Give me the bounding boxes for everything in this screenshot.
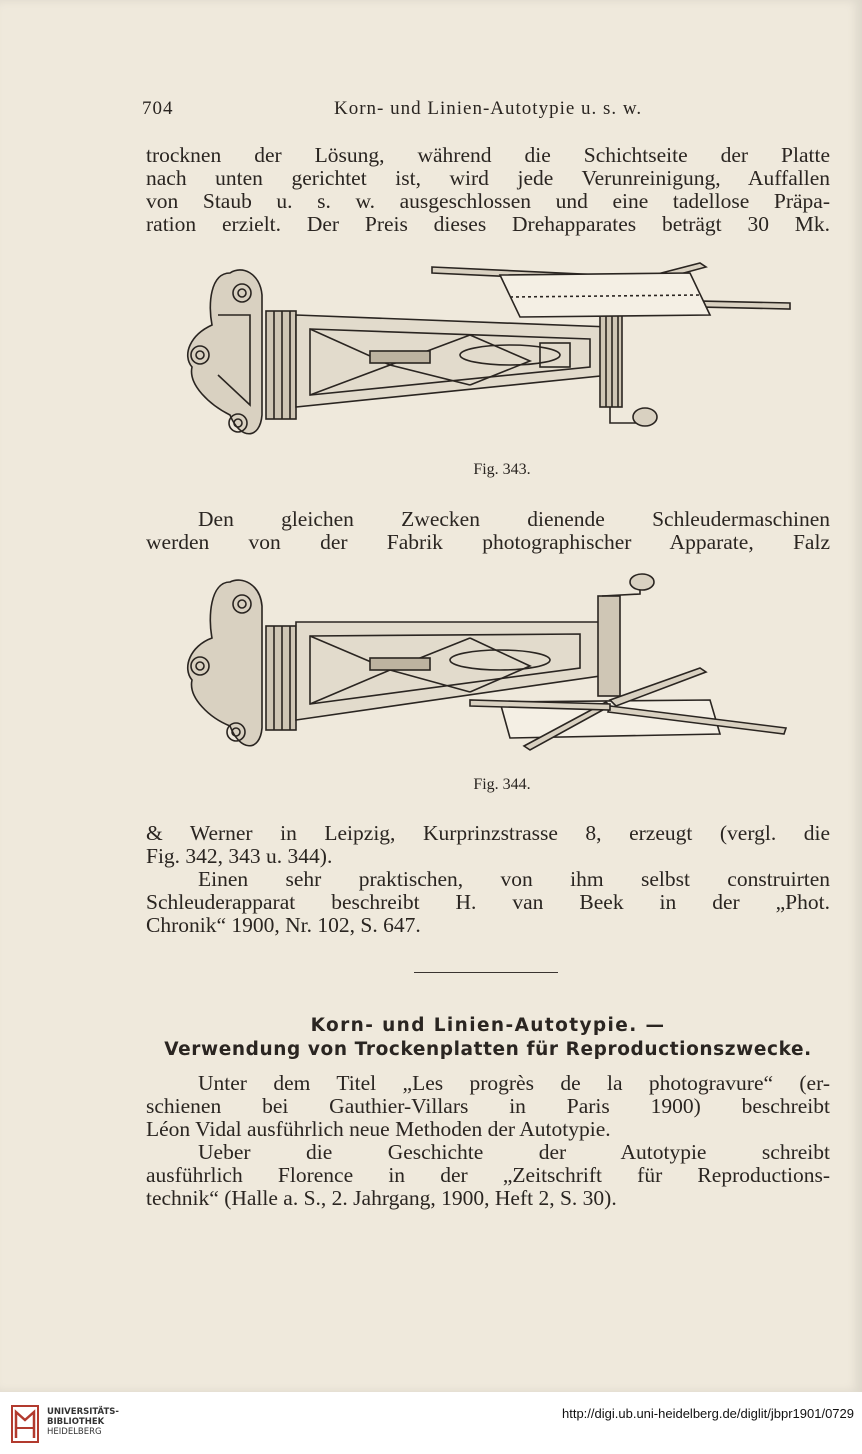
text-line: werden von der Fabrik photographischer Apparate, Falz (146, 530, 830, 554)
page-header (142, 98, 832, 122)
text-line: Fig. 342, 343 u. 344). (146, 844, 333, 868)
paragraph-4 (146, 1072, 830, 1210)
text-line: ausführlich Florence in der „Zeitschrift für Reproductions- (146, 1163, 830, 1187)
text-line: Unter dem Titel „Les progrès de la photogravure“ (er- (198, 1071, 830, 1095)
figure-343-caption: Fig. 343. (473, 461, 531, 478)
figure-344 (170, 572, 800, 802)
section-divider (414, 972, 558, 973)
text-line: Schleuderapparat beschreibt H. van Beek in der „Phot. (146, 890, 830, 914)
page-number: 704 (142, 98, 174, 119)
text-line: trocknen der Lösung, während die Schichtseite der Platte (146, 143, 830, 167)
centrifuge-illustration-343 (170, 255, 800, 455)
permalink-url[interactable]: http://digi.ub.uni-heidelberg.de/diglit/jbpr1901/0729 (562, 1406, 854, 1421)
text-line: von Staub u. s. w. ausgeschlossen und eine tadellose Präpa- (146, 189, 830, 213)
centrifuge-illustration-344 (170, 572, 800, 772)
text-line: & Werner in Leipzig, Kurprinzstrasse 8, erzeugt (vergl. die (146, 821, 830, 845)
library-logo-icon (10, 1404, 40, 1444)
text-line: schienen bei Gauthier-Villars in Paris 1900) beschreibt (146, 1094, 830, 1118)
text-line: Léon Vidal ausführlich neue Methoden der Autotypie. (146, 1117, 611, 1141)
text-line: Den gleichen Zwecken dienende Schleudermaschinen (198, 507, 830, 531)
figure-344-caption: Fig. 344. (473, 776, 531, 793)
viewer-footer (0, 1392, 862, 1454)
library-name: UNIVERSITÄTS- BIBLIOTHEK HEIDELBERG (47, 1407, 119, 1437)
section-heading-2: Verwendung von Trockenplatten für Reproductionszwecke. (164, 1039, 812, 1060)
section-heading-1: Korn- und Linien-Autotypie. — (310, 1015, 666, 1036)
text-line: Chronik“ 1900, Nr. 102, S. 647. (146, 913, 421, 937)
text-line: Einen sehr praktischen, von ihm selbst construirten (198, 867, 830, 891)
text-line: technik“ (Halle a. S., 2. Jahrgang, 1900, Heft 2, S. 30). (146, 1186, 617, 1210)
paragraph-3 (146, 822, 830, 937)
paragraph-1 (146, 144, 830, 236)
text-line: ration erzielt. Der Preis dieses Drehapparates beträgt 30 Mk. (146, 212, 830, 236)
text-line: nach unten gerichtet ist, wird jede Verunreinigung, Auffallen (146, 166, 830, 190)
paragraph-2 (146, 508, 830, 554)
running-title: Korn- und Linien-Autotypie u. s. w. (334, 98, 643, 119)
text-line: Ueber die Geschichte der Autotypie schreibt (198, 1140, 830, 1164)
figure-343 (170, 255, 800, 485)
